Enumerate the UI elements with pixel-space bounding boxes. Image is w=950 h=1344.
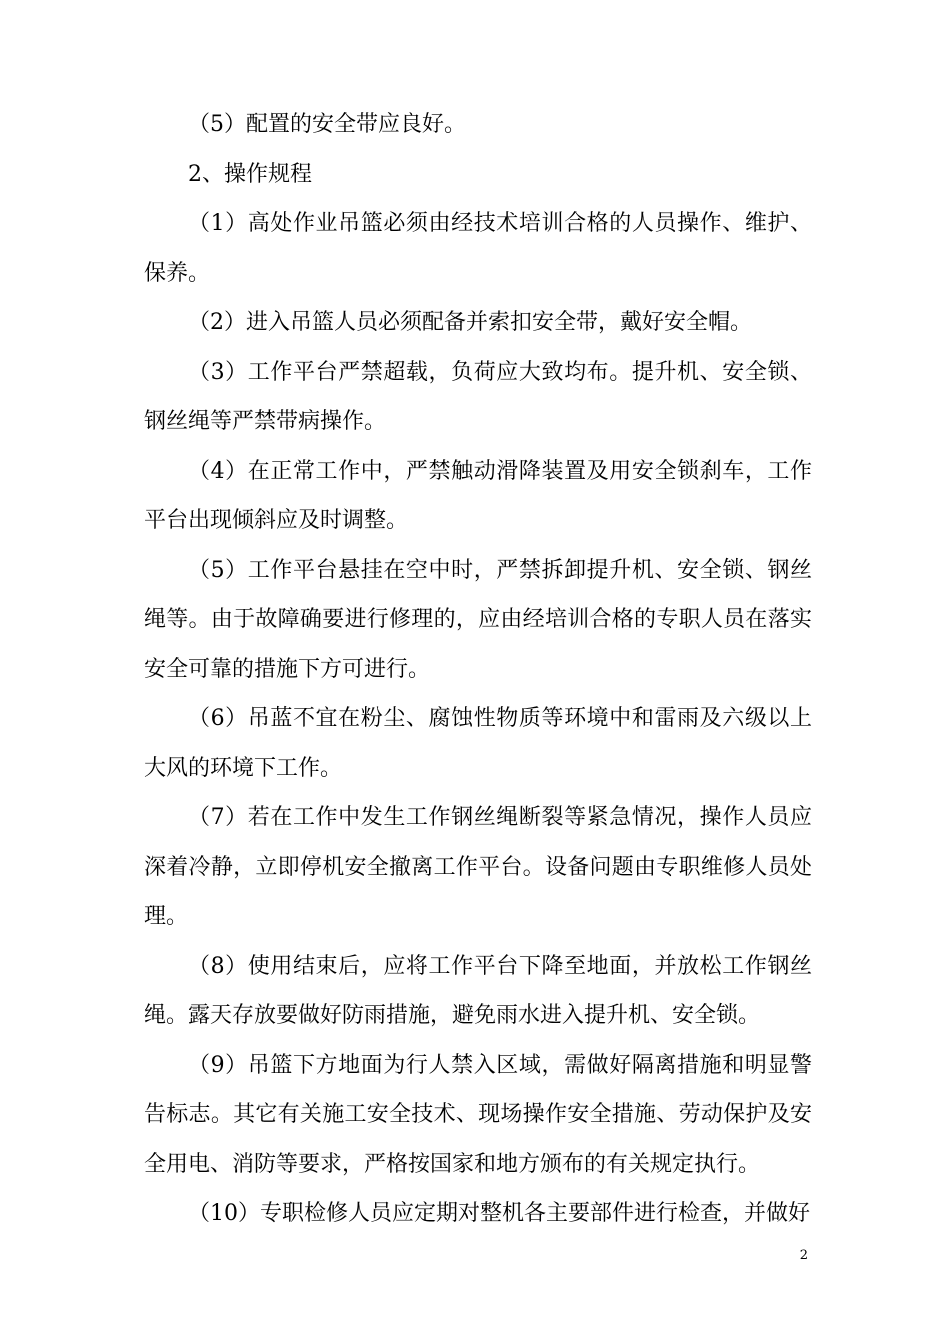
page-number: 2 (799, 1248, 808, 1263)
paragraph-rule-8: （8）使用结束后，应将工作平台下降至地面，并放松工作钢丝绳。露天存放要做好防雨措施，避免雨水进入提升机、安全锁。 (144, 953, 812, 1028)
section-heading-operating-rules: 2、操作规程 (188, 161, 312, 187)
paragraph-rule-5: （5）工作平台悬挂在空中时，严禁拆卸提升机、安全锁、钢丝绳等。由于故障确要进行修理的，应由经培训合格的专职人员在落实安全可靠的措施下方可进行。 (144, 557, 812, 682)
paragraph-rule-6: （6）吊蓝不宜在粉尘、腐蚀性物质等环境中和雷雨及六级以上大风的环境下工作。 (144, 706, 812, 781)
body-text (144, 100, 812, 1239)
paragraph-rule-9: （9）吊篮下方地面为行人禁入区域，需做好隔离措施和明显警告标志。其它有关施工安全技术、现场操作安全措施、劳动保护及安全用电、消防等要求，严格按国家和地方颁布的有关规定执行。 (144, 1052, 812, 1177)
paragraph-rule-10: （10）专职检修人员应定期对整机各主要部件进行检查，并做好 (188, 1201, 810, 1226)
paragraph-rule-2: （2）进入吊篮人员必须配备并索扣安全带，戴好安全帽。 (188, 310, 752, 335)
paragraph-rule-1: （1）高处作业吊篮必须由经技术培训合格的人员操作、维护、保养。 (144, 211, 812, 286)
paragraph-rule-3: （3）工作平台严禁超载，负荷应大致均布。提升机、安全锁、钢丝绳等严禁带病操作。 (144, 359, 812, 434)
paragraph-safety-belt: （5）配置的安全带应良好。 (188, 112, 466, 137)
paragraph-rule-7: （7）若在工作中发生工作钢丝绳断裂等紧急情况，操作人员应深着冷静，立即停机安全撤离工作平台。设备问题由专职维修人员处理。 (144, 805, 812, 929)
paragraph-rule-4: （4）在正常工作中，严禁触动滑降装置及用安全锁刹车，工作平台出现倾斜应及时调整。 (144, 458, 812, 533)
